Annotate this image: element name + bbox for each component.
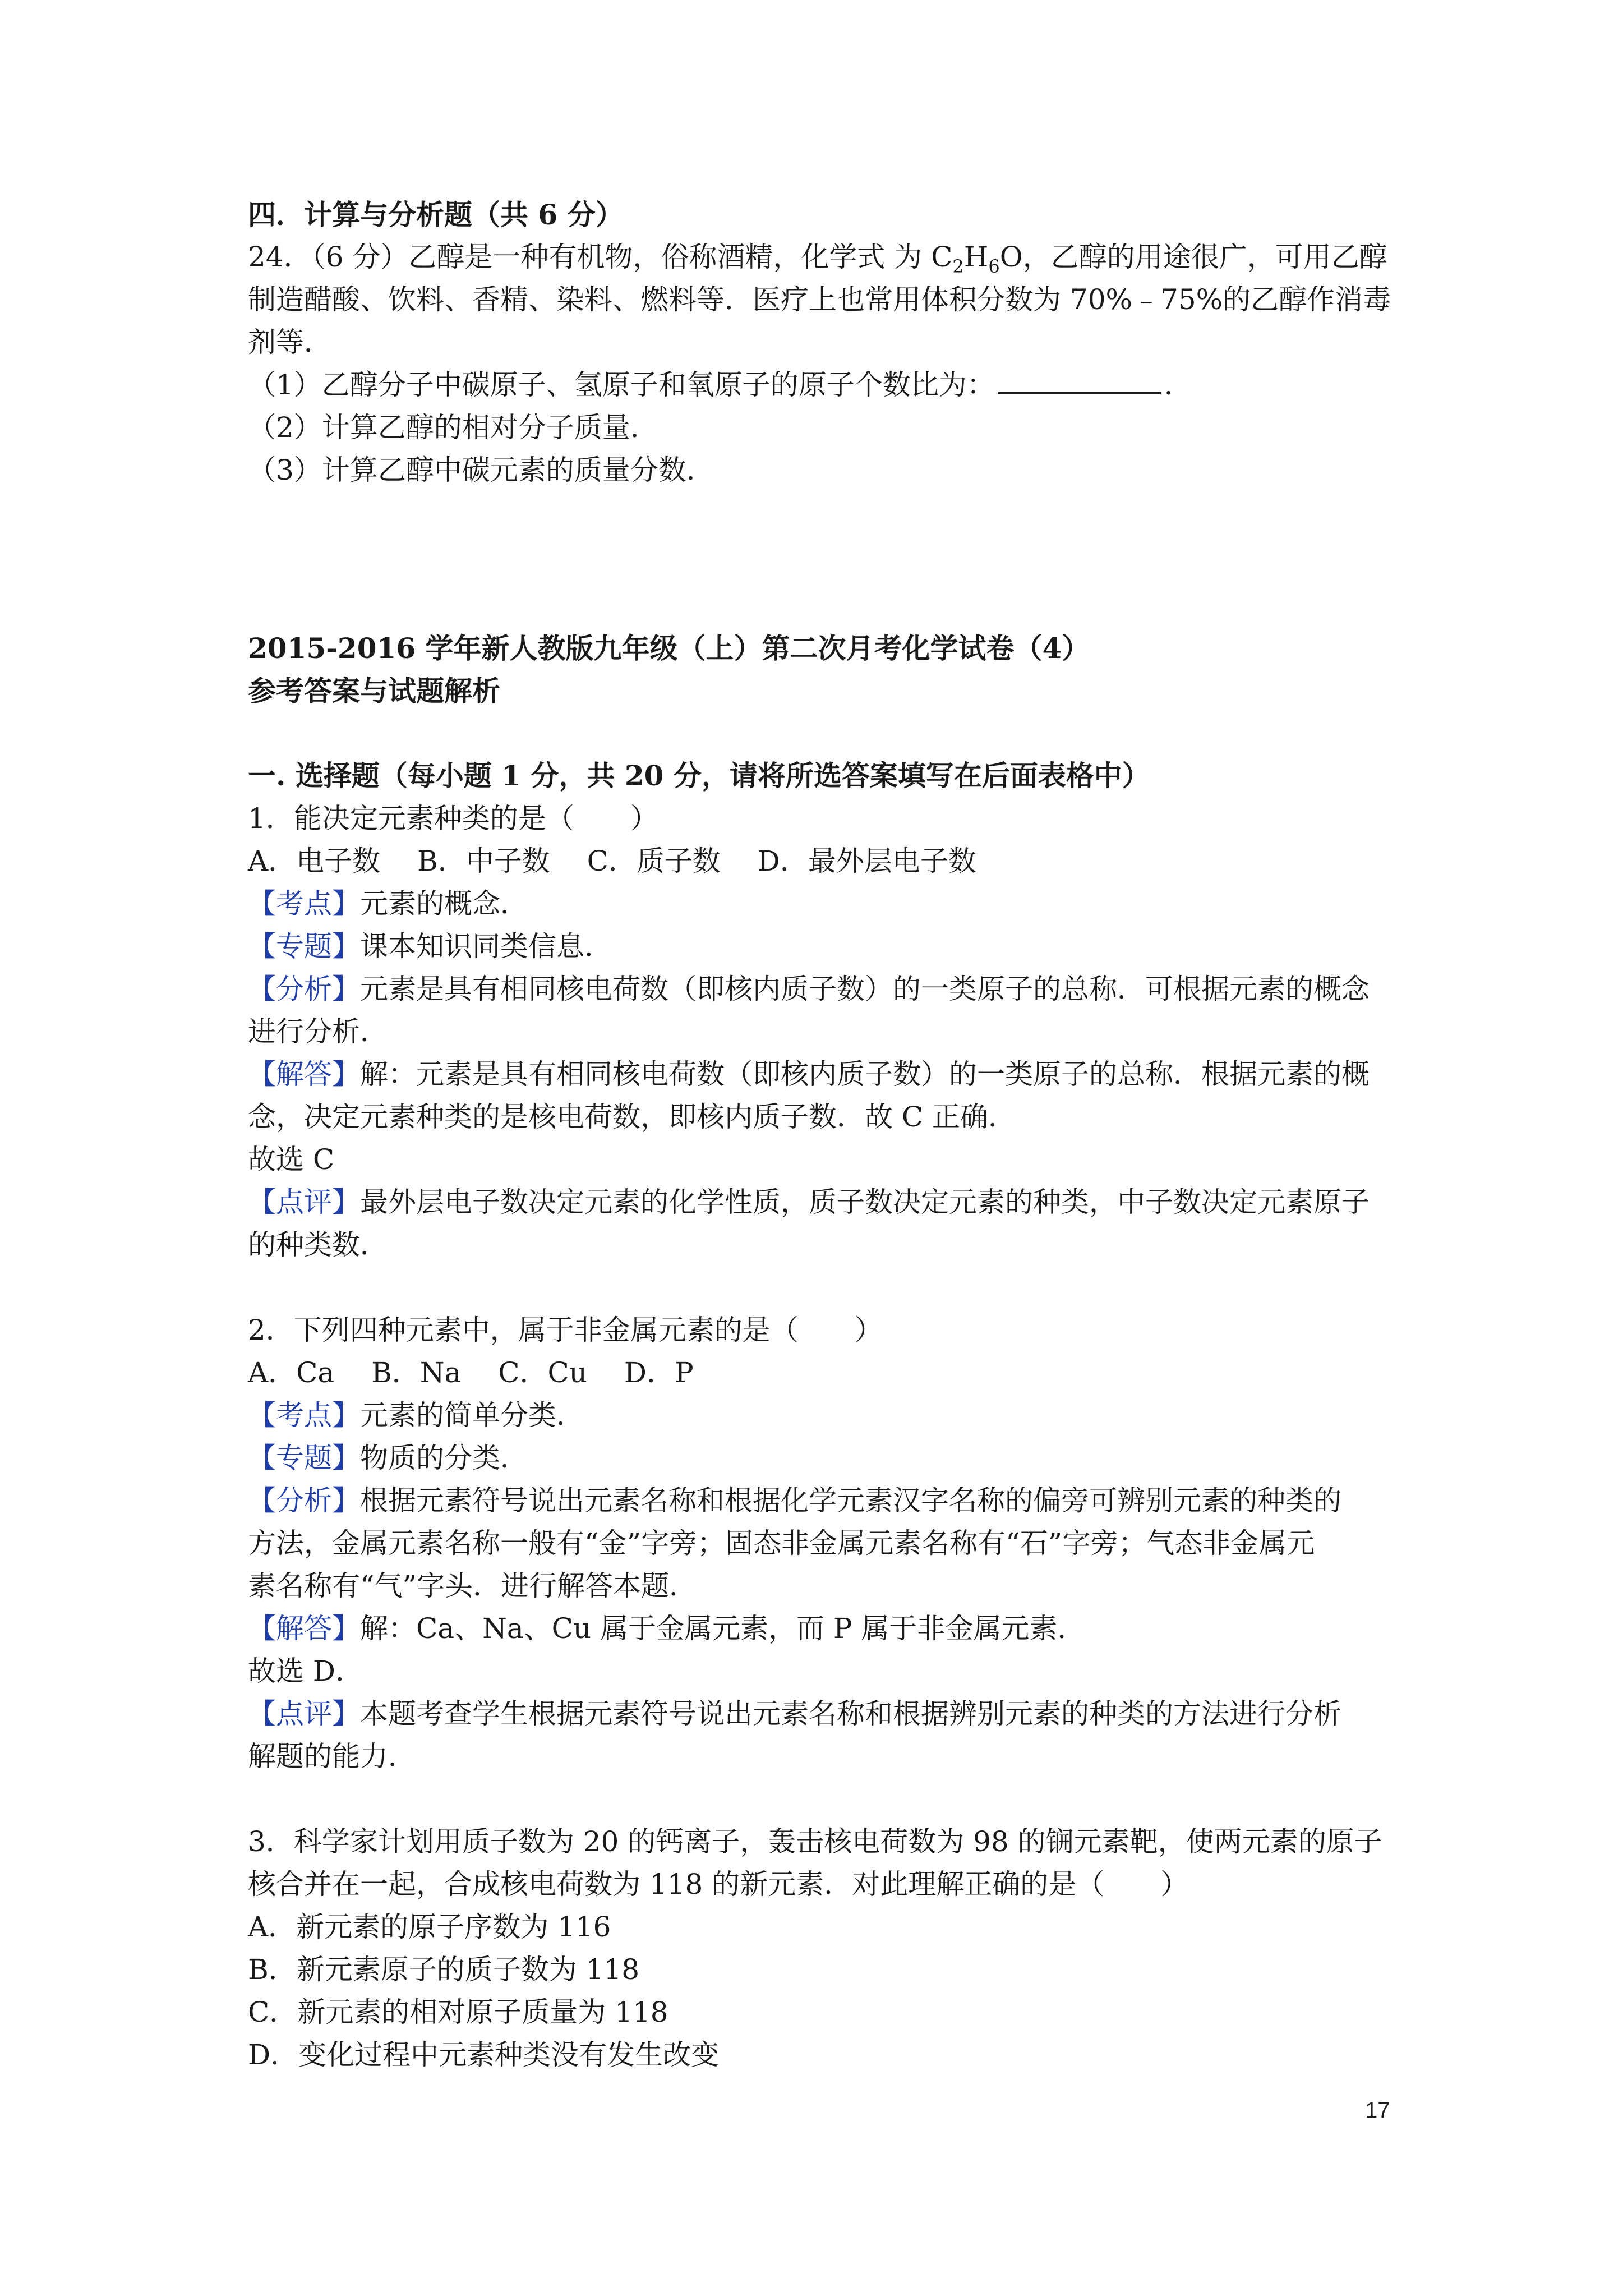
q3-option-b: B．新元素原子的质子数为 118	[248, 1953, 640, 1986]
q1-dianping: 【点评】最外层电子数决定元素的化学性质，质子数决定元素的种类，中子数决定元素原子	[248, 1186, 1370, 1218]
q24-line-1: 24．（6 分）乙醇是一种有机物，俗称酒精，化学式 为 $C_2H_6O$，乙醇的用途很广，可用乙醇	[248, 241, 1387, 277]
q1-stem: 1．能决定元素种类的是（ ）	[248, 802, 658, 835]
answers-subtitle: 参考答案与试题解析	[248, 674, 500, 707]
q3-stem-cont: 核合并在一起，合成核电荷数为 118 的新元素．对此理解正确的是（ ）	[248, 1868, 1189, 1901]
q2-stem: 2．下列四种元素中，属于非金属元素的是（ ）	[248, 1314, 883, 1346]
q2-dianping: 【点评】本题考查学生根据元素符号说出元素名称和根据辨别元素的种类的方法进行分析	[248, 1697, 1341, 1730]
q1-fenxi: 【分析】元素是具有相同核电荷数（即核内质子数）的一类原子的总称．可根据元素的概念	[248, 973, 1370, 1005]
q24-part-3: （3）计算乙醇中碳元素的质量分数．	[248, 454, 714, 486]
q1-options: A．电子数 B．中子数 C．质子数 D．最外层电子数	[248, 845, 976, 877]
section4-heading: 四．计算与分析题（共 6 分）	[248, 198, 624, 231]
q2-choose: 故选 D．	[248, 1655, 363, 1687]
q3-option-c: C．新元素的相对原子质量为 118	[248, 1996, 668, 2028]
q1-choose: 故选 C	[248, 1143, 335, 1176]
q2-jieda: 【解答】解：Ca、Na、Cu 属于金属元素，而 P 属于非金属元素．	[248, 1612, 1086, 1645]
q1-dianping-cont: 的种类数．	[248, 1228, 388, 1261]
q1-fenxi-cont: 进行分析．	[248, 1015, 388, 1048]
q2-kaodian: 【考点】元素的简单分类．	[248, 1399, 584, 1432]
q3-option-d: D．变化过程中元素种类没有发生改变	[248, 2039, 720, 2071]
q24-line-2: 制造醋酸、饮料、香精、染料、燃料等．医疗上也常用体积分数为 70%﹣75%的乙醇作消毒	[248, 283, 1391, 316]
q1-zhuanti: 【专题】课本知识同类信息．	[248, 930, 612, 963]
q2-fenxi-cont-2: 素名称有“气”字头．进行解答本题．	[248, 1570, 698, 1602]
q2-fenxi-cont: 方法，金属元素名称一般有“金”字旁；固态非金属元素名称有“石”字旁；气态非金属元	[248, 1527, 1315, 1559]
q24-line-3: 剂等．	[248, 326, 332, 358]
q3-stem: 3．科学家计划用质子数为 20 的钙离子，轰击核电荷数为 98 的锎元素靶，使两元素的原子	[248, 1825, 1382, 1858]
q1-kaodian: 【考点】元素的概念．	[248, 887, 528, 920]
q2-zhuanti: 【专题】物质的分类．	[248, 1442, 528, 1474]
q24-part-2: （2）计算乙醇的相对分子质量．	[248, 411, 658, 444]
q1-jieda-cont: 念，决定元素种类的是核电荷数，即核内质子数．故 C 正确．	[248, 1101, 1017, 1133]
answer-blank	[998, 367, 1161, 394]
q2-fenxi: 【分析】根据元素符号说出元素名称和根据化学元素汉字名称的偏旁可辨别元素的种类的	[248, 1484, 1341, 1517]
section1-heading: 一. 选择题（每小题 1 分，共 20 分，请将所选答案填写在后面表格中）	[248, 759, 1150, 792]
answers-title: 2015-2016 学年新人教版九年级（上）第二次月考化学试卷（4）	[248, 632, 1090, 665]
q3-option-a: A．新元素的原子序数为 116	[248, 1911, 611, 1943]
q1-jieda: 【解答】解：元素是具有相同核电荷数（即核内质子数）的一类原子的总称．根据元素的概	[248, 1058, 1370, 1091]
q2-options: A．Ca B．Na C．Cu D．P	[248, 1356, 694, 1389]
page-number: 17	[1365, 2098, 1390, 2123]
q2-dianping-cont: 解题的能力．	[248, 1740, 416, 1773]
q24-part-1: （1）乙醇分子中碳原子、氢原子和氧原子的原子个数比为： ．	[248, 369, 1192, 401]
